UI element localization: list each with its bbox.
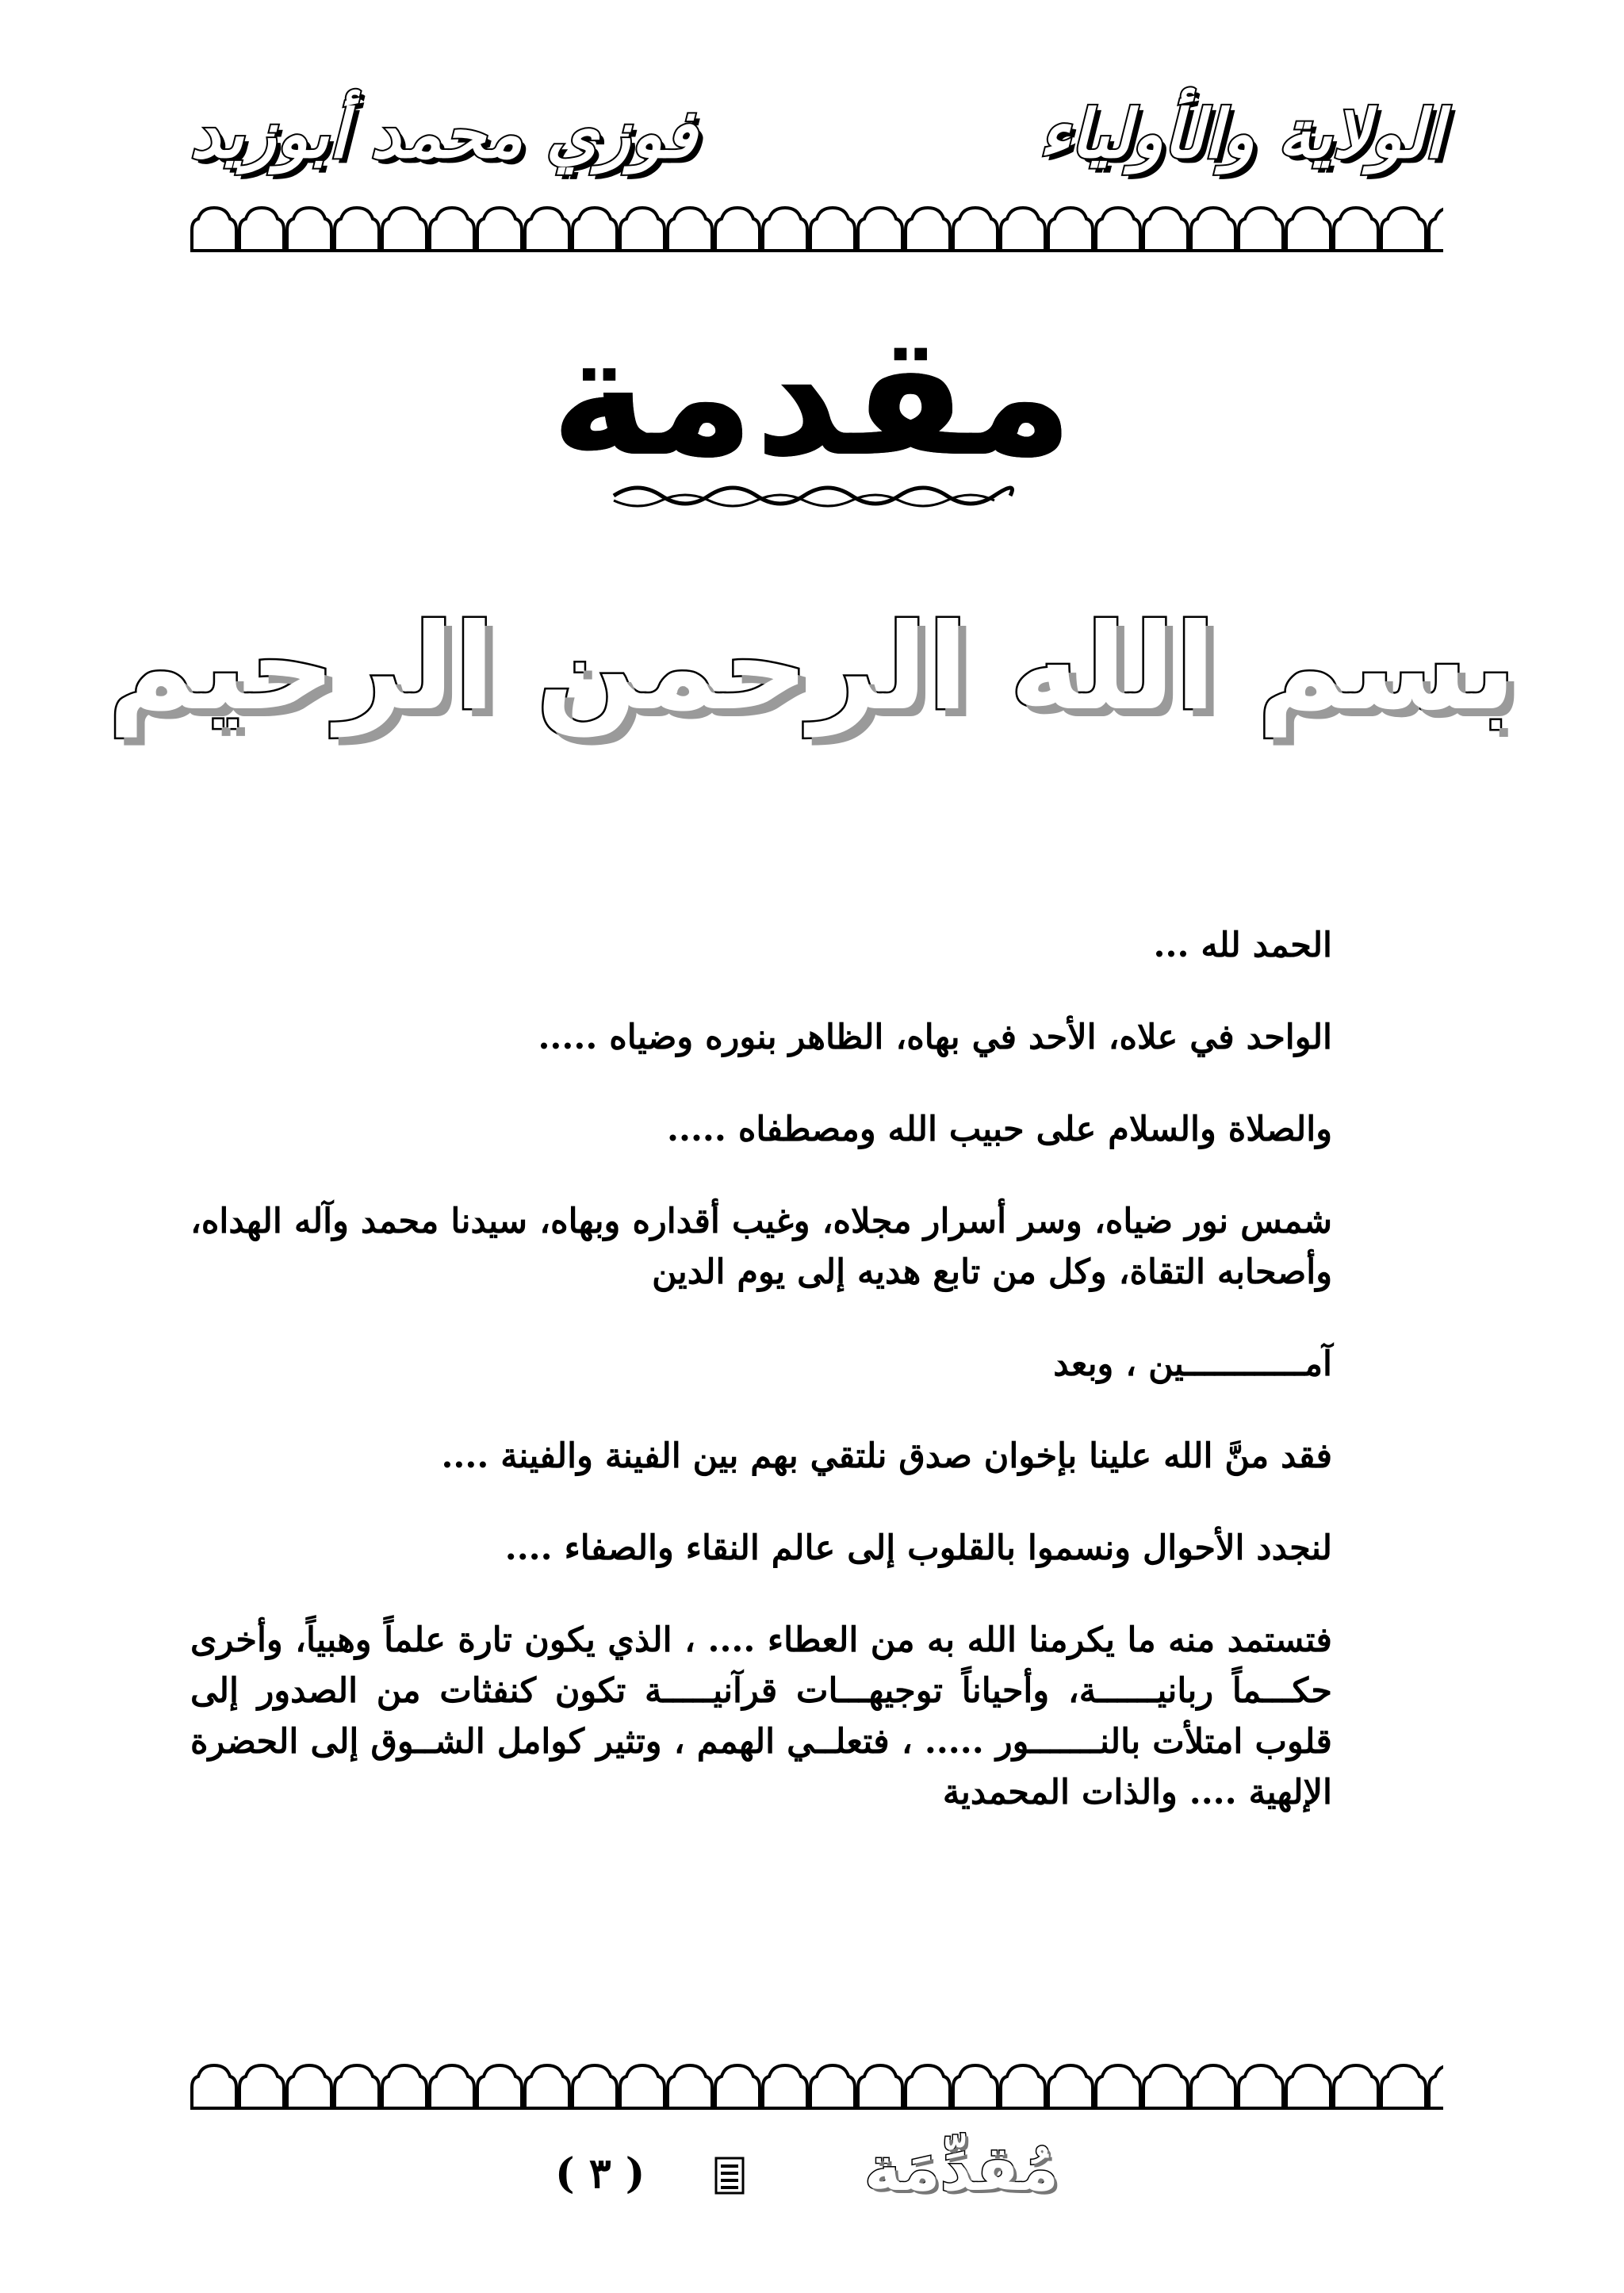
- paragraph: آمــــــــــــين ، وبعد: [1053, 1344, 1332, 1384]
- author-name: فوزي محمد أبوزيد: [190, 95, 697, 173]
- paragraph: والصلاة والسلام على حبيب الله ومصطفاه .....: [667, 1110, 1332, 1149]
- paragraph: فتستمد منه ما يكرمنا الله به من العطاء .... ، الذي يكون تارة علماً وهبياً، وأخرى حكـــماً ربانيــــــة، وأحياناً توجيهـــات قرآنيـــــة تكون كنفثات من الصدور إلى قلوب امتلأت بالنـــــــور ..... ، فتعلــي الهمم ، وتثير كوامل الشــوق إلى الحضرة الإلهية .... والذات المحمدية: [190, 1620, 1332, 1812]
- paragraph: شمس نور ضياه، وسر أسرار مجلاه، وغيب أقداره وبهاه، سيدنا محمد وآله الهداه، وأصحابه التقاة، وكل من تابع هديه إلى يوم الدين: [190, 1202, 1332, 1292]
- paragraph: لنجدد الأحوال ونسموا بالقلوب إلى عالم النقاء والصفاء ....: [504, 1528, 1332, 1568]
- paragraph: الواحد في علاه، الأحد في بهاه، الظاهر بنوره وضياه .....: [538, 1018, 1332, 1057]
- page-footer: [0, 2134, 1624, 2229]
- page-header: [190, 95, 1443, 182]
- basmala: بسم الله الرحمن الرحيم: [108, 599, 1516, 737]
- chapter-heading: مقدمة: [550, 299, 1074, 493]
- basmala-calligraphy: [0, 599, 1624, 737]
- chapter-heading-calligraphy: [0, 299, 1624, 512]
- paragraph: فقد منَّ الله علينا بإخوان صدق نلتقي بهم بين الفينة والفينة ....: [441, 1436, 1332, 1476]
- body-text: [190, 920, 1443, 1842]
- paragraph: الحمد لله ...: [1153, 926, 1332, 965]
- document-icon: [714, 2156, 745, 2195]
- page-number: ( ٣ ): [555, 2149, 645, 2198]
- book-title: الولاية والأولياء: [1039, 95, 1443, 173]
- arch-border-bottom: [190, 2061, 1443, 2111]
- footer-section-title: مُقدِّمَة: [864, 2134, 1059, 2205]
- arch-border-top: [190, 203, 1443, 254]
